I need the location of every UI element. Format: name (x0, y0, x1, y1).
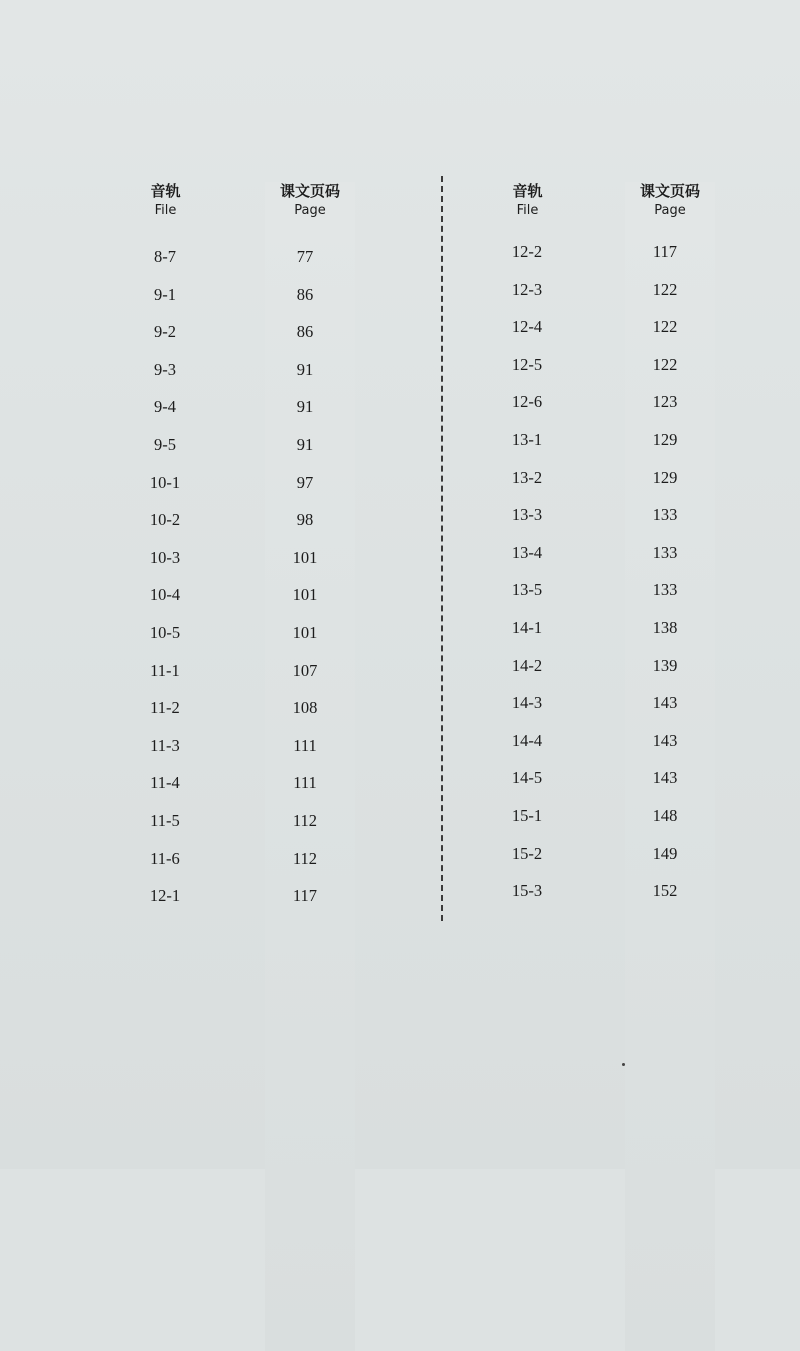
track-file-id: 11-1 (150, 660, 180, 680)
table-row (470, 726, 770, 764)
track-file-id: 14-2 (511, 655, 543, 675)
table-row (470, 275, 770, 313)
table-row (110, 392, 410, 430)
track-file-id: 15-2 (511, 843, 543, 863)
table-row (470, 312, 770, 350)
table-row (110, 242, 410, 280)
column-divider (441, 176, 443, 921)
table-row (470, 839, 770, 877)
track-file-id: 10-1 (149, 472, 181, 492)
table-row (110, 317, 410, 355)
text-page-number: 123 (652, 392, 678, 412)
text-page-number: 143 (652, 693, 678, 713)
track-file-id: 14-3 (511, 693, 543, 713)
track-file-id: 13-5 (511, 580, 543, 600)
table-row (470, 500, 770, 538)
table-row (110, 844, 410, 882)
table-row (110, 543, 410, 581)
text-page-number: 86 (296, 322, 314, 342)
track-file-id: 15-3 (511, 881, 543, 901)
track-file-id: 9-5 (154, 434, 176, 454)
track-file-id: 8-7 (154, 247, 176, 266)
file-header-zh: 音轨 (150, 182, 181, 200)
table-row (110, 656, 410, 694)
text-page-number: 122 (652, 354, 678, 374)
file-column-header (128, 182, 203, 220)
track-file-id: 13-1 (511, 429, 543, 449)
text-page-number: 122 (652, 279, 678, 299)
track-file-id: 12-6 (511, 392, 543, 412)
track-file-id: 13-3 (511, 505, 543, 525)
text-page-number: 139 (652, 655, 678, 675)
table-row (470, 763, 770, 801)
table-row (470, 425, 770, 463)
track-file-id: 11-2 (150, 698, 180, 718)
table-row (470, 613, 770, 651)
track-file-id: 9-2 (154, 322, 176, 342)
table-row (110, 731, 410, 769)
text-page-number: 133 (652, 580, 678, 600)
track-file-id: 13-4 (511, 542, 543, 562)
track-file-id: 12-1 (149, 886, 181, 906)
text-page-number: 86 (296, 284, 314, 304)
table-row (470, 688, 770, 726)
text-page-number: 117 (292, 886, 318, 906)
track-file-id: 11-4 (150, 773, 180, 793)
track-file-id: 10-2 (149, 510, 181, 530)
file-column-header (490, 182, 565, 220)
table-row (110, 881, 410, 919)
text-page-number: 91 (296, 397, 314, 417)
table-row (110, 505, 410, 543)
text-page-number: 101 (292, 585, 318, 605)
text-page-number: 133 (652, 505, 678, 525)
table-row (470, 575, 770, 613)
track-file-id: 14-4 (511, 730, 543, 750)
track-file-id: 9-4 (154, 397, 176, 417)
text-page-number: 111 (293, 773, 317, 793)
text-page-number: 112 (292, 848, 318, 868)
text-page-number: 112 (292, 810, 318, 830)
track-file-id: 11-6 (150, 848, 180, 868)
file-header-zh: 音轨 (512, 182, 543, 200)
track-list (110, 242, 410, 919)
text-page-number: 122 (652, 317, 678, 337)
page-header-en: Page (654, 203, 686, 218)
speck-mark (622, 1063, 625, 1066)
page-header-zh: 课文页码 (639, 182, 700, 200)
table-row (470, 876, 770, 914)
text-page-number: 148 (652, 805, 678, 825)
track-file-id: 12-4 (511, 317, 543, 337)
table-row (470, 463, 770, 501)
page-header-en: Page (294, 203, 326, 218)
text-page-number: 117 (652, 242, 678, 261)
page-header-zh: 课文页码 (279, 182, 340, 200)
text-page-number: 138 (652, 617, 678, 637)
file-header-en: File (154, 203, 177, 218)
text-page-number: 98 (296, 510, 314, 530)
table-row (110, 693, 410, 731)
table-row (110, 430, 410, 468)
track-file-id: 14-1 (511, 617, 543, 637)
text-page-number: 143 (652, 730, 678, 750)
table-row (110, 280, 410, 318)
file-header-en: File (516, 203, 539, 218)
text-page-number: 129 (652, 429, 678, 449)
track-file-id: 13-2 (511, 467, 543, 487)
track-file-id: 10-4 (149, 585, 181, 605)
table-row (470, 387, 770, 425)
track-file-id: 11-3 (150, 735, 180, 755)
table-row (110, 580, 410, 618)
table-row (470, 538, 770, 576)
text-page-number: 107 (292, 660, 318, 680)
text-page-number: 143 (652, 768, 678, 788)
text-page-number: 97 (296, 472, 314, 492)
track-file-id: 12-5 (511, 354, 543, 374)
table-row (110, 355, 410, 393)
track-file-id: 15-1 (511, 805, 543, 825)
table-row (470, 237, 770, 275)
track-file-id: 9-1 (154, 284, 176, 304)
track-file-id: 9-3 (154, 359, 176, 379)
text-page-number: 111 (293, 735, 317, 755)
track-list (470, 237, 770, 914)
text-page-number: 149 (652, 843, 678, 863)
track-file-id: 10-3 (149, 547, 181, 567)
text-page-number: 152 (652, 881, 678, 901)
table-row (110, 768, 410, 806)
table-row (110, 468, 410, 506)
track-file-id: 11-5 (150, 810, 180, 830)
text-page-number: 129 (652, 467, 678, 487)
text-page-number: 101 (292, 547, 318, 567)
track-file-id: 14-5 (511, 768, 543, 788)
text-page-number: 133 (652, 542, 678, 562)
text-page-number: 101 (292, 622, 318, 642)
text-page-number: 91 (296, 434, 314, 454)
text-page-number: 91 (296, 359, 314, 379)
table-row (110, 806, 410, 844)
table-row (470, 801, 770, 839)
track-file-id: 12-3 (511, 279, 543, 299)
table-row (470, 350, 770, 388)
table-row (470, 651, 770, 689)
track-file-id: 12-2 (511, 242, 543, 261)
text-page-number: 77 (296, 247, 314, 266)
track-file-id: 10-5 (149, 622, 181, 642)
text-page-number: 108 (292, 698, 318, 718)
table-row (110, 618, 410, 656)
